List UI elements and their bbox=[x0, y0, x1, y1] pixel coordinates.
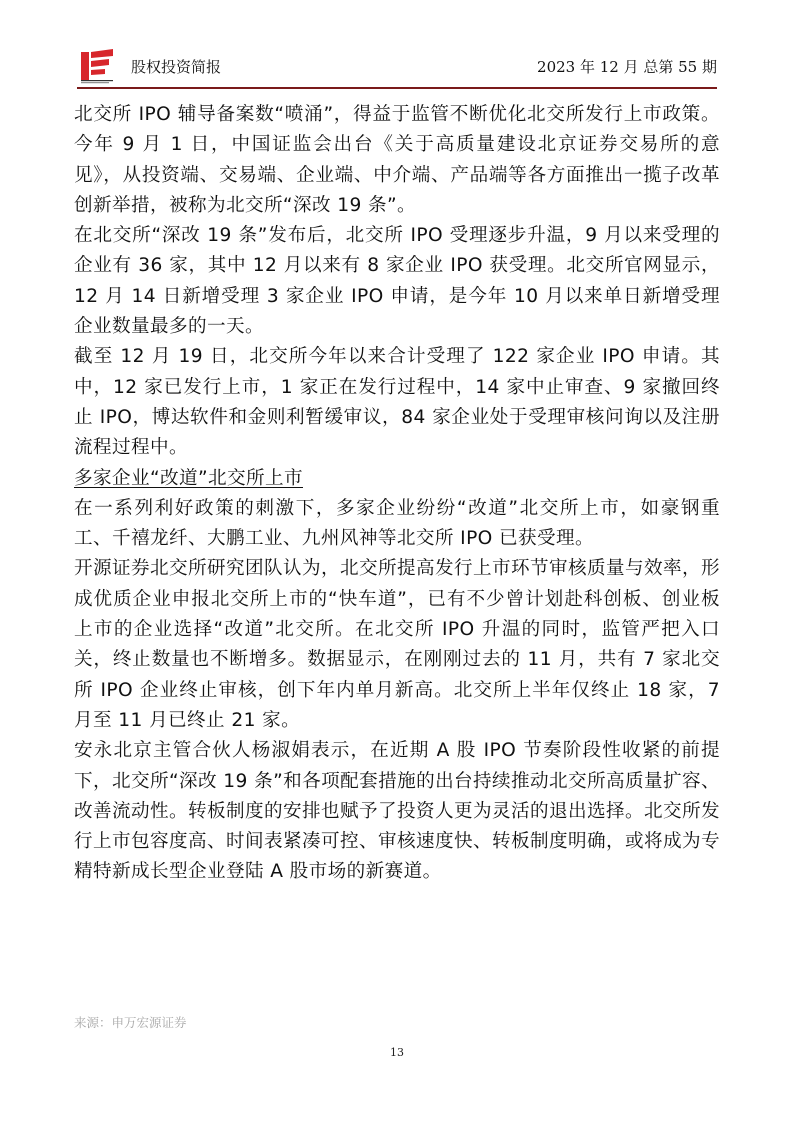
article-body bbox=[74, 100, 720, 888]
publication-title: 股权投资简报 bbox=[131, 58, 222, 76]
page-header bbox=[77, 46, 717, 86]
paragraph: 开源证券北交所研究团队认为，北交所提高发行上市环节审核质量与效率，形成优质企业申报北交所上市的“快车道”，已有不少曾计划赴科创板、创业板上市的企业选择“改道”北交所。在北交所 IPO 升温的同时，监管严把入口关，终止数量也不断增多。数据显示，在刚刚过去的 11 月，共有 7 家北交所 IPO 企业终止审核，创下年内单月新高。北交所上半年仅终止 18 家，7 月至 11 月已终止 21 家。 bbox=[74, 558, 720, 731]
association-logo-icon bbox=[79, 48, 123, 84]
issue-info: 2023 年 12 月 总第 55 期 bbox=[537, 58, 717, 76]
paragraph: 在一系列利好政策的刺激下，多家企业纷纷“改道”北交所上市，如豪钢重工、千禧龙纤、大鹏工业、九州风神等北交所 IPO 已获受理。 bbox=[74, 497, 720, 550]
paragraph: 截至 12 月 19 日，北交所今年以来合计受理了 122 家企业 IPO 申请。其中，12 家已发行上市，1 家正在发行过程中，14 家中止审查、9 家撤回终止 IPO，博达软件和金则利暂缓审议，84 家企业处于受理审核问询以及注册流程过程中。 bbox=[74, 346, 720, 459]
paragraph: 安永北京主管合伙人杨淑娟表示，在近期 A 股 IPO 节奏阶段性收紧的前提下，北交所“深改 19 条”和各项配套措施的出台持续推动北交所高质量扩容、改善流动性。转板制度的安排也赋予了投资人更为灵活的退出选择。北交所发行上市包容度高、时间表紧凑可控、审核速度快、转板制度明确，或将成为专精特新成长型企业登陆 A 股市场的新赛道。 bbox=[74, 740, 720, 883]
source-note: 来源：申万宏源证券 bbox=[74, 1015, 187, 1030]
header-divider bbox=[77, 87, 717, 89]
paragraph: 在北交所“深改 19 条”发布后，北交所 IPO 受理逐步升温，9 月以来受理的企业有 36 家，其中 12 月以来有 8 家企业 IPO 获受理。北交所官网显示，12 月 14 日新增受理 3 家企业 IPO 申请，是今年 10 月以来单日新增受理企业数量最多的一天。 bbox=[74, 225, 720, 338]
page-number: 13 bbox=[390, 1046, 404, 1059]
section-subheading: 多家企业“改道”北交所上市 bbox=[74, 467, 303, 489]
paragraph: 北交所 IPO 辅导备案数“喷涌”，得益于监管不断优化北交所发行上市政策。今年 9 月 1 日，中国证监会出台《关于高质量建设北京证券交易所的意见》，从投资端、交易端、企业端、中介端、产品端等各方面推出一揽子改革创新举措，被称为北交所“深改 19 条”。 bbox=[74, 104, 720, 216]
